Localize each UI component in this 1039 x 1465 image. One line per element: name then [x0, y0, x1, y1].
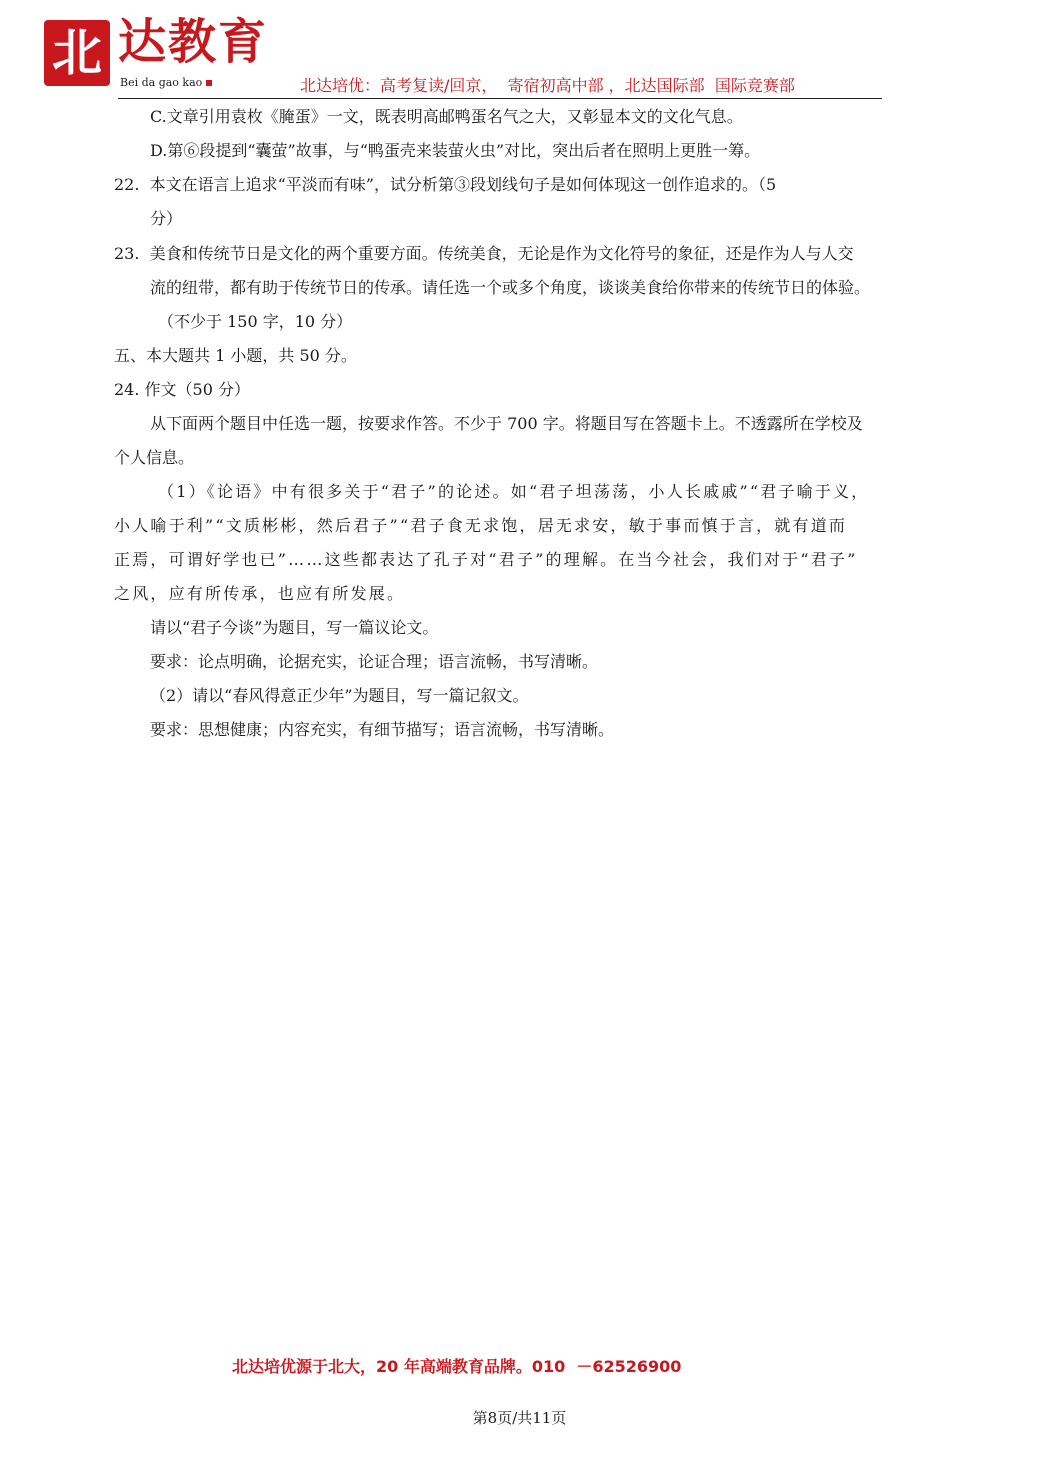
topic-1-text-line4: 之风，应有所传承，也应有所发展。: [114, 584, 406, 603]
option-d: D.第⑥段提到“囊萤”故事，与“鸭蛋壳来装萤火虫”对比，突出后者在照明上更胜一筹。: [150, 141, 761, 160]
question-23-cont: 流的纽带，都有助于传统节日的传承。请任选一个或多个角度，谈谈美食给你带来的传统节日的体验。: [150, 278, 871, 297]
question-22-cont: 分）: [150, 209, 183, 228]
topic-1-task: 请以“君子今谈”为题目，写一篇议论文。: [150, 618, 439, 637]
question-23-note: （不少于 150 字，10 分）: [158, 312, 353, 331]
header-divider: [118, 98, 882, 99]
topic-1-text-line2: 小人喻于利”“文质彬彬，然后君子”“君子食无求饱，居无求安，敏于事而慎于言，就有道而: [114, 516, 848, 535]
topic-1-text: （1）《论语》中有很多关于“君子”的论述。如“君子坦荡荡，小人长戚戚”“君子喻于义，: [158, 482, 870, 501]
option-c: C.文章引用袁枚《腌蛋》一文，既表明高邮鸭蛋名气之大，又彰显本文的文化气息。: [150, 107, 743, 126]
topic-1-requirements: 要求：论点明确，论据充实，论证合理；语言流畅，书写清晰。: [150, 652, 599, 671]
logo-mark: [44, 20, 110, 86]
question-24: 24. 作文（50 分）: [114, 380, 250, 399]
essay-instruction: 从下面两个题目中任选一题，按要求作答。不少于 700 字。将题目写在答题卡上。不透露所在学校及: [150, 414, 863, 433]
logo-english: Bei da gao kao: [120, 76, 212, 90]
logo-glyph: 北: [52, 24, 102, 82]
topic-2-requirements: 要求：思想健康；内容充实，有细节描写；语言流畅，书写清晰。: [150, 720, 615, 739]
header-tagline: 北达培优：高考复读/回京， 寄宿初高中部 ，北达国际部 国际竞赛部: [300, 76, 795, 95]
page-number: 第8页/共11页: [472, 1409, 567, 1427]
logo-name: 达教育: [118, 14, 269, 70]
question-22: 22. 本文在语言上追求“平淡而有味”，试分析第③段划线句子是如何体现这一创作追求的。（5: [114, 175, 777, 194]
essay-instruction-cont: 个人信息。: [114, 448, 195, 467]
question-23: 23. 美食和传统节日是文化的两个重要方面。传统美食，无论是作为文化符号的象征，还是作为人与人交: [114, 244, 854, 263]
footer-slogan: 北达培优源于北大，20 年高端教育品牌。010 －62526900: [232, 1357, 682, 1376]
topic-2-task: （2）请以“春风得意正少年”为题目，写一篇记叙文。: [150, 686, 529, 705]
topic-1-text-line3: 正焉，可谓好学也已”……这些都表达了孔子对“君子”的理解。在当今社会，我们对于“君子”: [114, 550, 858, 569]
section-5-heading: 五、本大题共 1 小题，共 50 分。: [114, 346, 357, 365]
logo-dot-icon: [206, 80, 212, 86]
